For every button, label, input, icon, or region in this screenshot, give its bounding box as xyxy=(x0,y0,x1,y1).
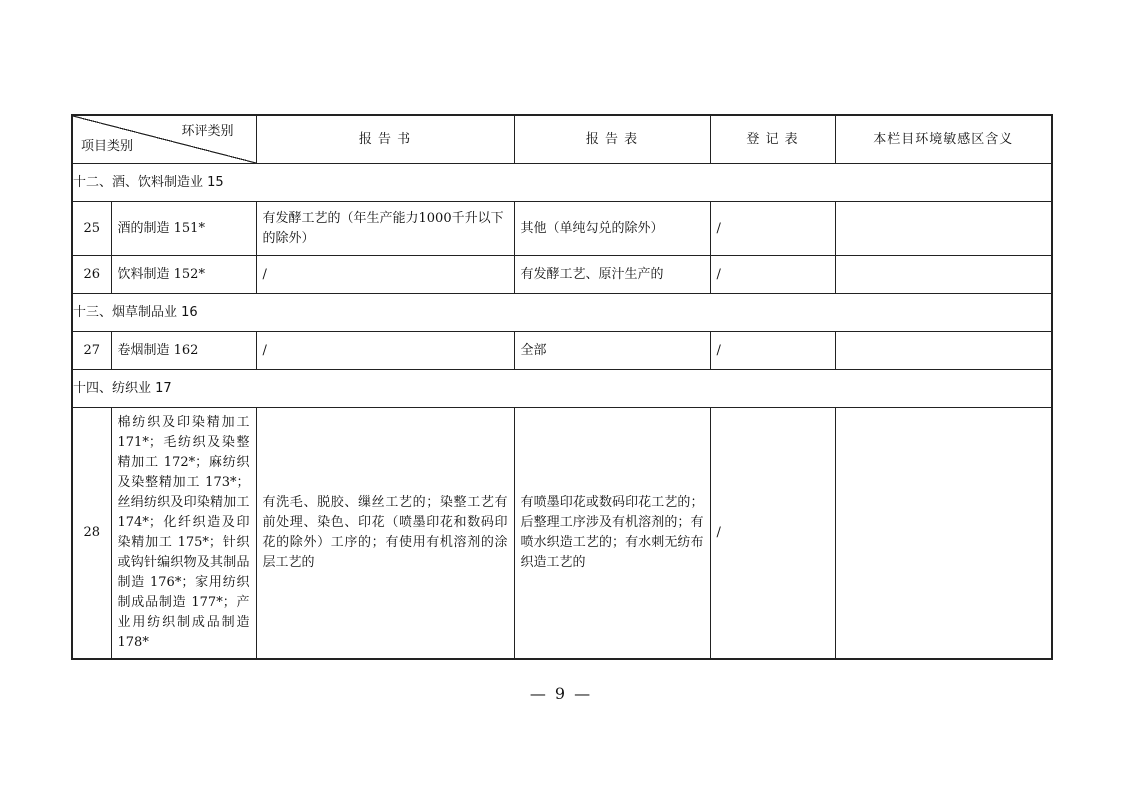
report-book-cell: 有发酵工艺的（年生产能力1000千升以下的除外） xyxy=(256,202,514,256)
sensitive-cell xyxy=(835,408,1052,660)
register-cell: / xyxy=(710,256,835,294)
report-book-cell: / xyxy=(256,332,514,370)
report-book-cell: / xyxy=(256,256,514,294)
report-book-cell: 有洗毛、脱胶、缫丝工艺的；染整工艺有前处理、染色、印花（喷墨印花和数码印花的除外）工序的；有使用有机溶剂的涂层工艺的 xyxy=(256,408,514,660)
table-header-row xyxy=(72,115,1052,164)
report-form-cell: 其他（单纯勾兑的除外） xyxy=(514,202,710,256)
section-title: 十三、烟草制品业 16 xyxy=(72,294,1052,332)
table-row xyxy=(72,202,1052,256)
project-item: 卷烟制造 162 xyxy=(111,332,256,370)
register-form-header: 登 记 表 xyxy=(710,115,835,164)
project-item: 棉纺织及印染精加工 171*；毛纺织及染整精加工 172*；麻纺织及染整精加工 173*；丝绢纺织及印染精加工 174*；化纤织造及印染精加工 175*；针织或钩针编织物及其制品制造 176*；家用纺织制成品制造 177*；产业用纺织制成品制造 178* xyxy=(111,408,256,660)
sensitive-cell xyxy=(835,332,1052,370)
table-row xyxy=(72,332,1052,370)
eia-category-table xyxy=(71,114,1053,660)
report-form-cell: 有喷墨印花或数码印花工艺的；后整理工序涉及有机溶剂的；有喷水织造工艺的；有水刺无纺布织造工艺的 xyxy=(514,408,710,660)
report-form-cell: 全部 xyxy=(514,332,710,370)
sensitive-area-header: 本栏目环境敏感区含义 xyxy=(835,115,1052,164)
eia-category-header: 环评类别 xyxy=(181,124,234,139)
register-cell: / xyxy=(710,202,835,256)
section-row xyxy=(72,294,1052,332)
table-row xyxy=(72,256,1052,294)
register-cell: / xyxy=(710,332,835,370)
project-item: 饮料制造 152* xyxy=(111,256,256,294)
diagonal-header-cell xyxy=(72,115,256,164)
register-cell: / xyxy=(710,408,835,660)
sensitive-cell xyxy=(835,256,1052,294)
page-number: — 9 — xyxy=(529,684,593,703)
row-number: 27 xyxy=(72,332,111,370)
report-form-header: 报 告 表 xyxy=(514,115,710,164)
row-number: 25 xyxy=(72,202,111,256)
row-number: 26 xyxy=(72,256,111,294)
project-category-header: 项目类别 xyxy=(81,139,134,154)
section-row xyxy=(72,164,1052,202)
section-title: 十二、酒、饮料制造业 15 xyxy=(72,164,1052,202)
project-item: 酒的制造 151* xyxy=(111,202,256,256)
sensitive-cell xyxy=(835,202,1052,256)
section-row xyxy=(72,370,1052,408)
report-form-cell: 有发酵工艺、原汁生产的 xyxy=(514,256,710,294)
table-row xyxy=(72,408,1052,660)
report-book-header: 报 告 书 xyxy=(256,115,514,164)
section-title: 十四、纺织业 17 xyxy=(72,370,1052,408)
row-number: 28 xyxy=(72,408,111,660)
